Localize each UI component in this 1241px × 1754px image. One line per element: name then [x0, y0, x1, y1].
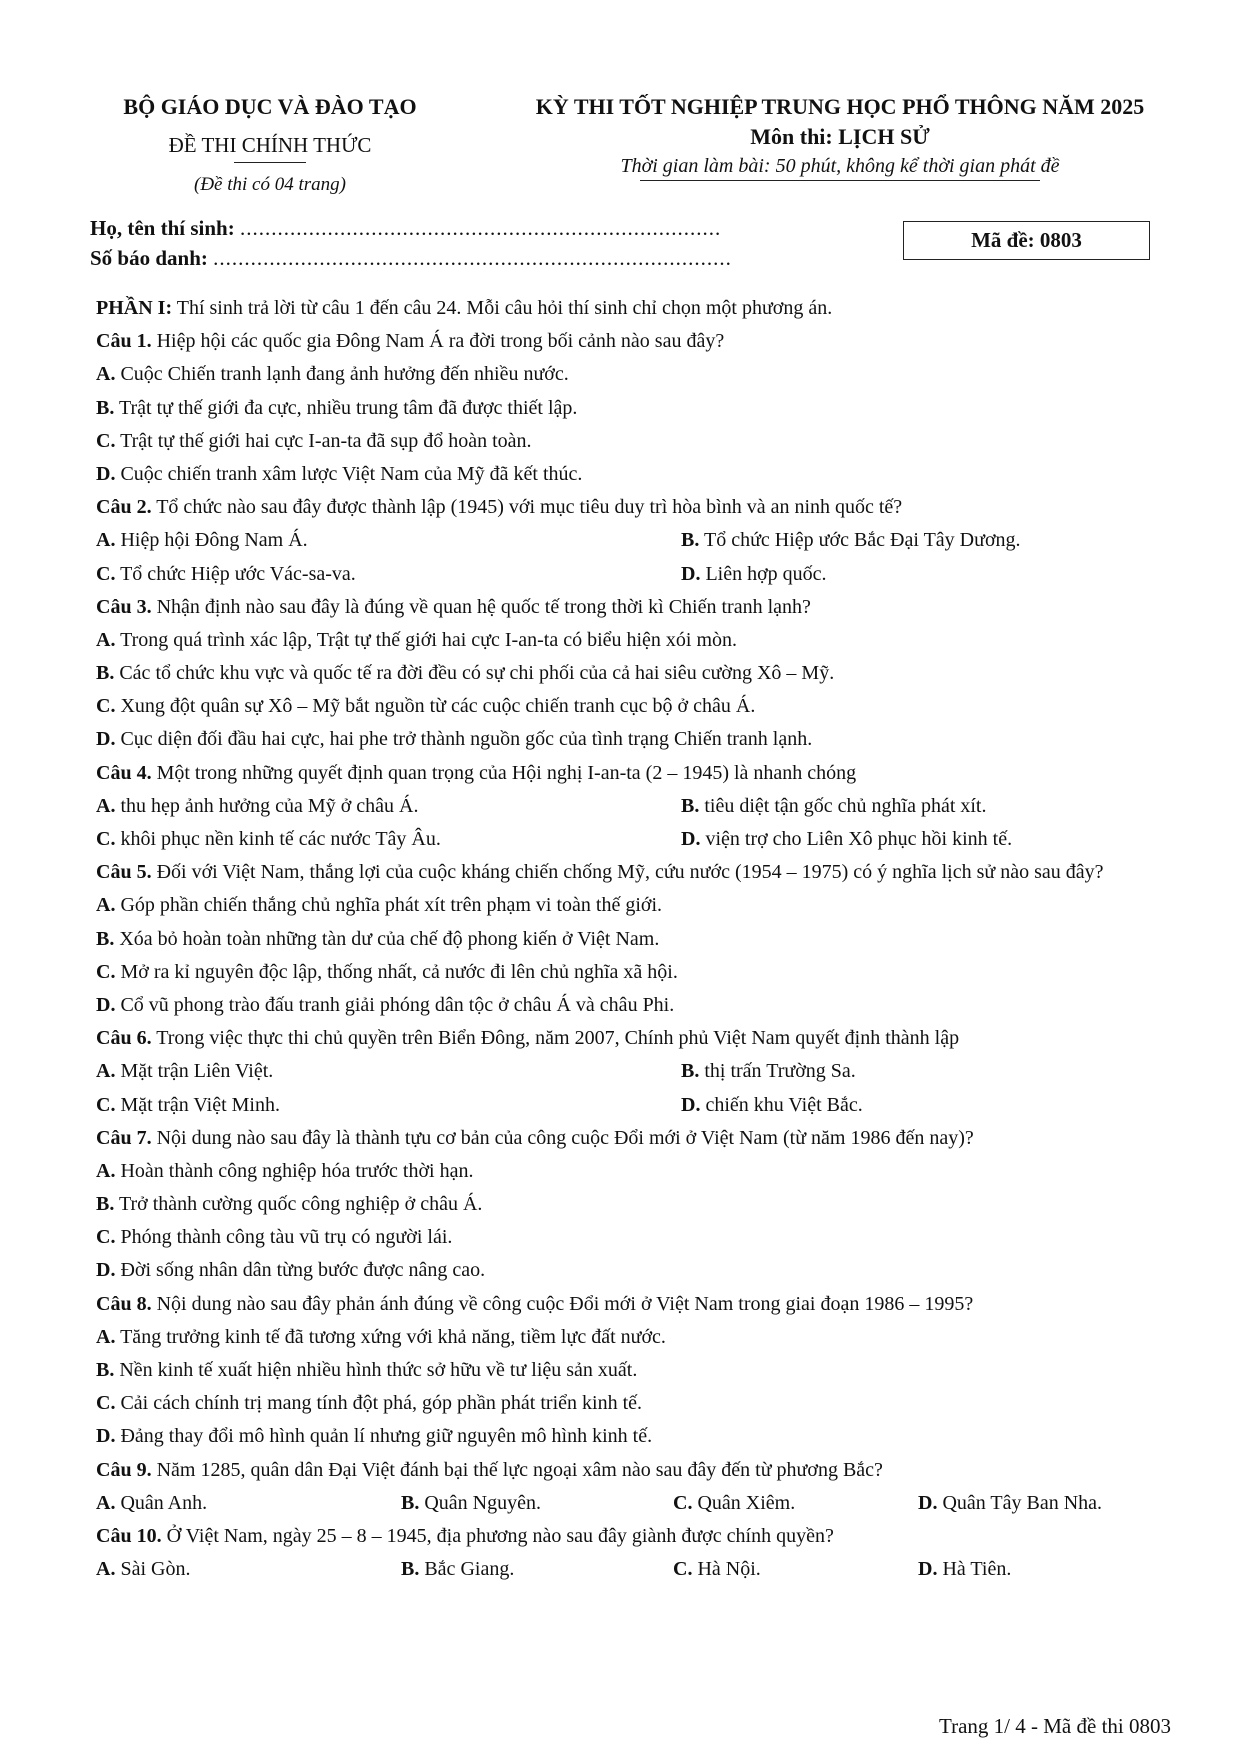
option-letter: B.: [96, 396, 115, 419]
part-1-instruction: [96, 292, 1186, 325]
question-stem: [96, 1454, 1186, 1487]
option: [673, 1553, 918, 1586]
question-stem: [96, 1122, 1186, 1155]
option: [96, 1221, 1186, 1254]
option-text: Tổ chức Hiệp ước Bắc Đại Tây Dương.: [703, 529, 1021, 552]
option-row: [96, 1487, 1186, 1520]
header-left-rule: [234, 162, 306, 163]
option-letter: A.: [96, 1060, 116, 1083]
option-letter: D.: [96, 1425, 116, 1448]
option-text: Quân Anh.: [120, 1491, 208, 1514]
id-label: Số báo danh:: [90, 246, 208, 270]
option-text: Đời sống nhân dân từng bước được nâng cao.: [120, 1259, 486, 1282]
question-number: Câu 7.: [96, 1126, 152, 1149]
option-letter: C.: [96, 562, 116, 585]
id-dots: ...................................................................................: [213, 246, 732, 270]
option-text: Trở thành cường quốc công nghiệp ở châu Á.: [118, 1193, 483, 1216]
option: [96, 425, 1186, 458]
option: [681, 1055, 1181, 1088]
option: [96, 558, 681, 591]
option-text: Phóng thành công tàu vũ trụ có người lái.: [120, 1226, 453, 1249]
option-text: Nền kinh tế xuất hiện nhiều hình thức sở hữu về tư liệu sản xuất.: [119, 1359, 638, 1382]
option-letter: A.: [96, 628, 116, 651]
option-letter: B.: [96, 1193, 115, 1216]
option-text: Hiệp hội Đông Nam Á.: [120, 529, 308, 552]
option: [681, 823, 1181, 856]
question-stem: [96, 856, 1186, 889]
option: [96, 790, 681, 823]
option: [96, 1055, 681, 1088]
option-text: Hà Tiên.: [942, 1558, 1012, 1581]
option-text: Xung đột quân sự Xô – Mỹ bắt nguồn từ các cuộc chiến tranh cục bộ ở châu Á.: [120, 695, 756, 718]
part-text: Thí sinh trả lời từ câu 1 đến câu 24. Mỗi câu hỏi thí sinh chỉ chọn một phương án.: [176, 297, 833, 319]
option-letter: D.: [681, 1093, 701, 1116]
option-letter: C.: [96, 960, 116, 983]
candidate-fields: [90, 213, 732, 273]
option-text: Bắc Giang.: [424, 1558, 515, 1581]
question-number: Câu 5.: [96, 861, 152, 884]
option: [96, 458, 1186, 491]
option-text: Cuộc Chiến tranh lạnh đang ảnh hưởng đến nhiều nước.: [120, 363, 569, 386]
option: [96, 1354, 1186, 1387]
question-stem: [96, 757, 1186, 790]
question-stem: [96, 1022, 1186, 1055]
option-letter: C.: [96, 1093, 116, 1116]
question-stem: [96, 1288, 1186, 1321]
option-row: [96, 558, 1186, 591]
option-letter: A.: [96, 1558, 116, 1581]
page-footer: Trang 1/ 4 - Mã đề thi 0803: [939, 1714, 1171, 1738]
option-row: [96, 823, 1186, 856]
option: [96, 1553, 401, 1586]
option: [96, 1188, 1186, 1221]
option-text: Trật tự thế giới hai cực I-an-ta đã sụp đổ hoàn toàn.: [120, 429, 532, 452]
option-text: Đảng thay đổi mô hình quản lí nhưng giữ nguyên mô hình kinh tế.: [120, 1425, 653, 1448]
option-text: Tổ chức Hiệp ước Vác-sa-va.: [120, 562, 356, 585]
official-label: ĐỀ THI CHÍNH THỨC: [168, 133, 372, 157]
option: [681, 1089, 1181, 1122]
option-letter: D.: [96, 462, 116, 485]
option: [681, 790, 1181, 823]
option: [401, 1553, 673, 1586]
option-text: Hoàn thành công nghiệp hóa trước thời hạn.: [120, 1159, 474, 1182]
option-text: Cục diện đối đầu hai cực, hai phe trở thành nguồn gốc của tình trạng Chiến tranh lạnh.: [120, 728, 813, 751]
subject-title: Môn thi: LỊCH SỬ: [750, 124, 930, 149]
option: [96, 1420, 1186, 1453]
option-text: Hà Nội.: [697, 1558, 761, 1581]
question-number: Câu 10.: [96, 1524, 162, 1547]
name-field: [90, 213, 732, 243]
option-row: [96, 524, 1186, 557]
header-right: [500, 92, 1180, 181]
option-text: Tăng trưởng kinh tế đã tương xứng với khả năng, tiềm lực đất nước.: [120, 1325, 666, 1348]
header-right-rule: [640, 180, 1040, 181]
question-number: Câu 1.: [96, 330, 152, 353]
option-letter: B.: [401, 1491, 420, 1514]
option-letter: C.: [96, 429, 116, 452]
option-text: Liên hợp quốc.: [705, 562, 827, 585]
question-text: Năm 1285, quân dân Đại Việt đánh bại thế lực ngoại xâm nào sau đây đến từ phương Bắc?: [156, 1458, 883, 1481]
question-number: Câu 8.: [96, 1292, 152, 1315]
option-letter: B.: [681, 1060, 700, 1083]
option-letter: A.: [96, 1159, 116, 1182]
question-text: Ở Việt Nam, ngày 25 – 8 – 1945, địa phương nào sau đây giành được chính quyền?: [166, 1524, 834, 1547]
page-count: (Đề thi có 04 trang): [194, 174, 346, 195]
option: [96, 524, 681, 557]
question-stem: [96, 1520, 1186, 1553]
option-text: viện trợ cho Liên Xô phục hồi kinh tế.: [705, 828, 1013, 850]
option: [401, 1487, 673, 1520]
question-number: Câu 6.: [96, 1027, 152, 1050]
option-letter: A.: [96, 363, 116, 386]
option: [96, 624, 1186, 657]
option-letter: D.: [918, 1491, 938, 1514]
option-letter: C.: [96, 1226, 116, 1249]
option: [96, 723, 1186, 756]
option-letter: A.: [96, 894, 116, 917]
question-text: Đối với Việt Nam, thắng lợi của cuộc kháng chiến chống Mỹ, cứu nước (1954 – 1975) có ý nghĩa lịch sử nào sau đây?: [156, 861, 1104, 884]
option-letter: D.: [681, 828, 701, 850]
option-letter: D.: [96, 1259, 116, 1282]
option: [96, 1487, 401, 1520]
option-text: Quân Nguyên.: [424, 1491, 541, 1514]
question-number: Câu 2.: [96, 496, 152, 519]
option: [96, 923, 1186, 956]
option: [918, 1553, 1178, 1586]
option-letter: B.: [96, 927, 115, 950]
option-text: Trong quá trình xác lập, Trật tự thế giới hai cực I-an-ta có biểu hiện xói mòn.: [120, 628, 738, 651]
option-letter: C.: [96, 695, 116, 718]
option-letter: D.: [96, 993, 116, 1016]
option-text: khôi phục nền kinh tế các nước Tây Âu.: [120, 828, 441, 850]
question-text: Nhận định nào sau đây là đúng về quan hệ quốc tế trong thời kì Chiến tranh lạnh?: [156, 595, 811, 618]
question-text: Trong việc thực thi chủ quyền trên Biển Đông, năm 2007, Chính phủ Việt Nam quyết định thành lập: [156, 1027, 960, 1050]
option: [96, 1387, 1186, 1420]
option: [96, 392, 1186, 425]
option-letter: A.: [96, 1325, 116, 1348]
exam-code-box: Mã đề: 0803: [903, 221, 1150, 260]
option-row: [96, 1089, 1186, 1122]
time-note: Thời gian làm bài: 50 phút, không kể thời gian phát đề: [620, 155, 1060, 177]
option-text: Cải cách chính trị mang tính đột phá, góp phần phát triển kinh tế.: [120, 1392, 642, 1415]
option: [96, 1155, 1186, 1188]
exam-title: KỲ THI TỐT NGHIỆP TRUNG HỌC PHỔ THÔNG NĂM 2025: [535, 94, 1145, 119]
option-text: chiến khu Việt Bắc.: [705, 1093, 863, 1116]
option-text: Sài Gòn.: [120, 1558, 191, 1581]
option-text: Quân Xiêm.: [697, 1491, 796, 1514]
question-number: Câu 4.: [96, 761, 152, 784]
option-letter: B.: [96, 1359, 115, 1382]
option: [96, 657, 1186, 690]
option: [96, 989, 1186, 1022]
option: [681, 558, 1181, 591]
question-stem: [96, 325, 1186, 358]
question-text: Nội dung nào sau đây là thành tựu cơ bản của công cuộc Đổi mới ở Việt Nam (từ năm 1986 đến nay)?: [156, 1126, 974, 1149]
questions-area: [96, 292, 1186, 1586]
option: [96, 823, 681, 856]
option-text: Mặt trận Liên Việt.: [120, 1060, 274, 1083]
question-stem: [96, 491, 1186, 524]
option-letter: C.: [673, 1558, 693, 1581]
id-field: [90, 243, 732, 273]
option-letter: B.: [401, 1558, 420, 1581]
option-letter: D.: [681, 562, 701, 585]
question-text: Hiệp hội các quốc gia Đông Nam Á ra đời trong bối cảnh nào sau đây?: [156, 330, 725, 353]
part-label: PHẦN I:: [96, 297, 173, 319]
option-text: Các tổ chức khu vực và quốc tế ra đời đều có sự chi phối của cả hai siêu cường Xô – Mỹ.: [119, 662, 835, 685]
option: [96, 889, 1186, 922]
question-text: Tổ chức nào sau đây được thành lập (1945) với mục tiêu duy trì hòa bình và an ninh quốc tế?: [156, 496, 903, 519]
option-letter: A.: [96, 529, 116, 552]
option: [96, 690, 1186, 723]
ministry-name: BỘ GIÁO DỤC VÀ ĐÀO TẠO: [123, 94, 417, 119]
option-text: Quân Tây Ban Nha.: [942, 1491, 1103, 1514]
question-number: Câu 3.: [96, 595, 152, 618]
option-text: Cuộc chiến tranh xâm lược Việt Nam của Mỹ đã kết thúc.: [120, 462, 583, 485]
option-text: Mở ra kỉ nguyên độc lập, thống nhất, cả nước đi lên chủ nghĩa xã hội.: [120, 960, 678, 983]
question-stem: [96, 591, 1186, 624]
option-letter: D.: [96, 728, 116, 751]
option-letter: B.: [681, 794, 700, 817]
header-left: [100, 92, 440, 199]
option: [96, 1321, 1186, 1354]
option: [673, 1487, 918, 1520]
option-letter: C.: [96, 1392, 116, 1415]
option: [681, 524, 1181, 557]
option: [96, 358, 1186, 391]
option-letter: B.: [96, 662, 115, 685]
option: [96, 956, 1186, 989]
option-letter: C.: [96, 828, 116, 850]
option-letter: A.: [96, 794, 116, 817]
option-letter: B.: [681, 529, 700, 552]
option-text: thu hẹp ảnh hưởng của Mỹ ở châu Á.: [120, 794, 419, 817]
question-text: Nội dung nào sau đây phản ánh đúng về công cuộc Đổi mới ở Việt Nam trong giai đoạn 1986 – 1995?: [156, 1292, 974, 1315]
option-letter: C.: [673, 1491, 693, 1514]
name-label: Họ, tên thí sinh:: [90, 216, 235, 240]
option-text: Trật tự thế giới đa cực, nhiều trung tâm đã được thiết lập.: [118, 396, 578, 419]
option-row: [96, 1055, 1186, 1088]
option-letter: D.: [918, 1558, 938, 1581]
option-text: Góp phần chiến thắng chủ nghĩa phát xít trên phạm vi toàn thế giới.: [120, 894, 663, 917]
option-text: Xóa bỏ hoàn toàn những tàn dư của chế độ phong kiến ở Việt Nam.: [119, 927, 660, 950]
option-text: thị trấn Trường Sa.: [704, 1060, 856, 1083]
name-dots: .............................................................................: [239, 216, 722, 240]
option-letter: A.: [96, 1491, 116, 1514]
option-row: [96, 790, 1186, 823]
question-number: Câu 9.: [96, 1458, 152, 1481]
option-text: tiêu diệt tận gốc chủ nghĩa phát xít.: [704, 794, 987, 817]
option-row: [96, 1553, 1186, 1586]
question-text: Một trong những quyết định quan trọng của Hội nghị I-an-ta (2 – 1945) là nhanh chóng: [156, 761, 857, 784]
option: [96, 1254, 1186, 1287]
option: [96, 1089, 681, 1122]
option-text: Mặt trận Việt Minh.: [120, 1093, 280, 1116]
option: [918, 1487, 1178, 1520]
option-text: Cổ vũ phong trào đấu tranh giải phóng dân tộc ở châu Á và châu Phi.: [120, 993, 675, 1016]
